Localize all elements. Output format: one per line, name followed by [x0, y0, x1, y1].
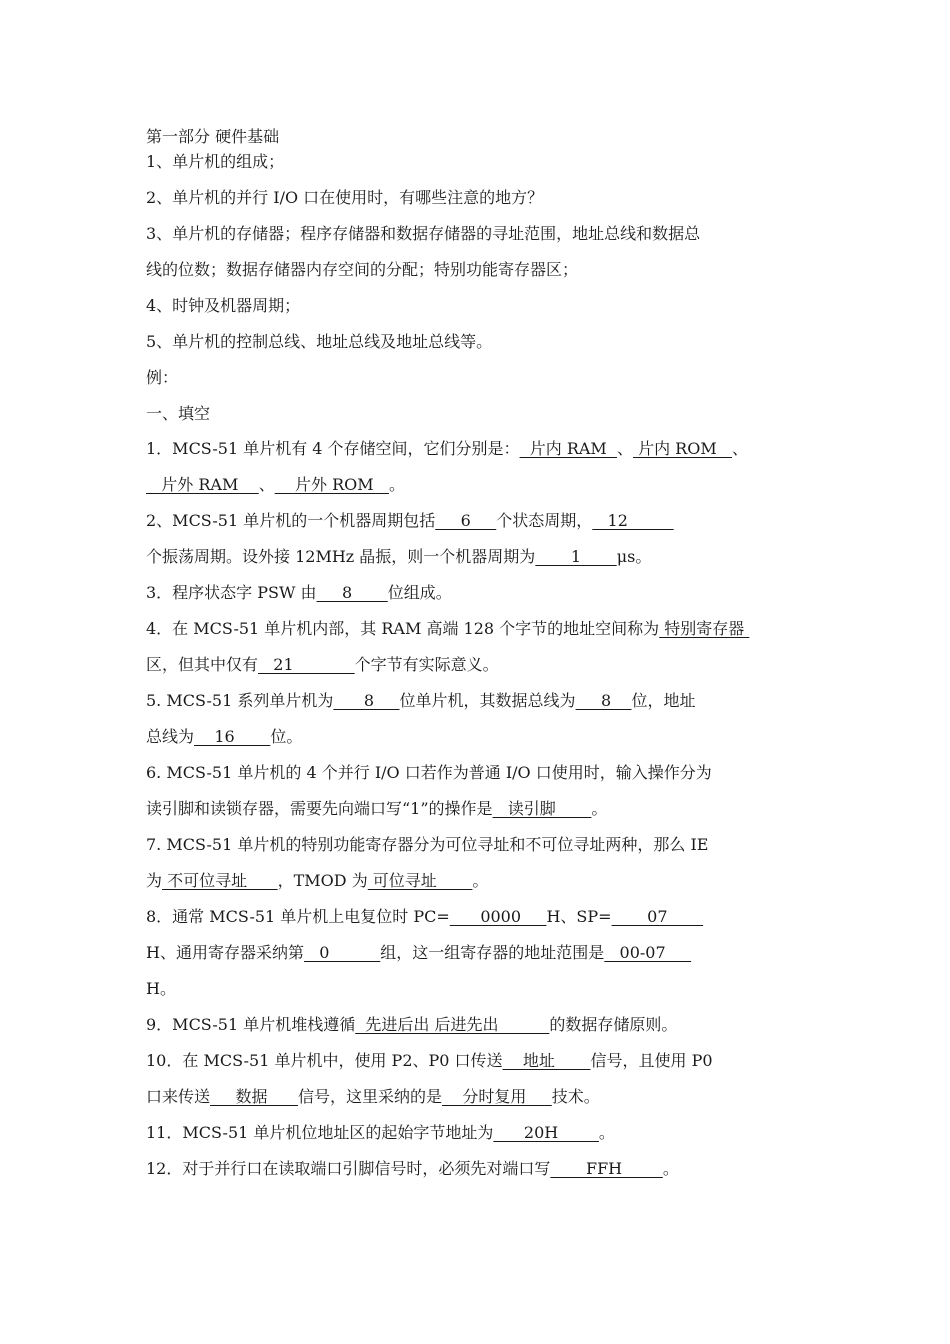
q1-sep-3: 、 — [258, 475, 275, 494]
q5-answer-2: 8 — [575, 691, 632, 710]
q2-answer-1: 6 — [435, 511, 497, 530]
q11-text: 11．MCS-51 单片机位地址区的起始字节地址为 — [146, 1123, 494, 1142]
q11-answer-1: 20H — [493, 1123, 599, 1142]
question-10-cont — [146, 1085, 600, 1109]
q1-answer-2: 片内 ROM — [633, 439, 732, 458]
q5-end: 位。 — [270, 727, 303, 746]
question-10 — [146, 1049, 713, 1073]
q12-end: 。 — [662, 1159, 679, 1178]
q2-end: μs。 — [616, 547, 652, 566]
q1-text: 1．MCS-51 单片机有 4 个存储空间，它们分别是： — [146, 439, 520, 458]
q1-end: 。 — [388, 475, 405, 494]
q6-text-2: 读引脚和读锁存器，需要先向端口写“1”的操作是 — [146, 799, 493, 818]
question-2-cont — [146, 545, 651, 569]
question-7-cont — [146, 869, 488, 893]
q2-answer-2: 12 — [592, 511, 674, 530]
q2-text-2: 个振荡周期。设外接 12MHz 晶振，则一个机器周期为 — [146, 547, 536, 566]
q8-text-2: H、通用寄存器采纳第 — [146, 943, 304, 962]
q5-answer-1: 8 — [333, 691, 400, 710]
q1-sep-2: 、 — [731, 439, 748, 458]
q1-answer-1: 片内 RAM — [519, 439, 617, 458]
q1-sep-1: 、 — [616, 439, 633, 458]
example-label: 例： — [146, 368, 179, 387]
q12-answer-1: FFH — [550, 1159, 663, 1178]
q10-answer-3: 分时复用 — [441, 1087, 552, 1106]
q8-mid: H、SP= — [546, 907, 612, 926]
q8-answer-2: 07 — [611, 907, 704, 926]
question-8-cont — [146, 941, 691, 965]
section-title: 第一部分 硬件基础 — [146, 127, 280, 146]
question-9 — [146, 1013, 677, 1037]
topic-4: 4、时钟及机器周期； — [146, 296, 301, 315]
q10-answer-1: 地址 — [502, 1051, 591, 1070]
q4-answer-1: 特别寄存器 — [659, 619, 750, 638]
question-6: 6. MCS-51 单片机的 4 个并行 I/O 口若作为普通 I/O 口使用时，输入操作分为 — [146, 763, 712, 782]
question-3 — [146, 581, 452, 605]
q3-text: 3．程序状态字 PSW 由 — [146, 583, 317, 602]
q6-end: 。 — [591, 799, 608, 818]
question-1 — [146, 437, 748, 461]
question-8-cont-2: H。 — [146, 979, 176, 998]
q8-text: 8．通常 MCS-51 单片机上电复位时 PC= — [146, 907, 450, 926]
q10-end: 技术。 — [551, 1087, 600, 1106]
question-5 — [146, 689, 696, 713]
q8-answer-3: 0 — [303, 943, 381, 962]
q10-mid: 信号，且使用 P0 — [590, 1051, 713, 1070]
q9-answer-1: 先进后出 后进先出 — [355, 1015, 550, 1034]
question-2 — [146, 509, 674, 533]
topic-2: 2、单片机的并行 I/O 口在使用时，有哪些注意的地方？ — [146, 188, 544, 207]
topic-3: 3、单片机的存储器；程序存储器和数据存储器的寻址范围，地址总线和数据总 — [146, 224, 701, 243]
q12-text: 12．对于并行口在读取端口引脚信号时，必须先对端口写 — [146, 1159, 551, 1178]
q5-mid: 位单片机，其数据总线为 — [399, 691, 576, 710]
fill-heading: 一、填空 — [146, 404, 211, 423]
q9-text: 9．MCS-51 单片机堆栈遵循 — [146, 1015, 356, 1034]
q2-mid: 个状态周期， — [496, 511, 593, 530]
question-12 — [146, 1157, 679, 1181]
q7-answer-1: 不可位寻址 — [162, 871, 278, 890]
q10-text-3: 信号，这里采纳的是 — [297, 1087, 442, 1106]
q5-text: 5. MCS-51 系列单片机为 — [146, 691, 334, 710]
topic-1: 1、单片机的组成； — [146, 152, 285, 171]
question-5-cont — [146, 725, 302, 749]
q4-text: 4．在 MCS-51 单片机内部，其 RAM 高端 128 个字节的地址空间称为 — [146, 619, 660, 638]
q3-end: 位组成。 — [387, 583, 452, 602]
q7-text-2: 为 — [146, 871, 163, 890]
q6-answer-1: 读引脚 — [492, 799, 592, 818]
q1-answer-4: 片外 ROM — [274, 475, 389, 494]
q8-answer-4: 00-07 — [604, 943, 692, 962]
q4-end: 个字节有实际意义。 — [354, 655, 499, 674]
q1-answer-3: 片外 RAM — [146, 475, 259, 494]
q11-end: 。 — [598, 1123, 615, 1142]
question-11 — [146, 1121, 615, 1145]
question-1-cont — [146, 473, 405, 497]
q4-answer-2: 21 — [258, 655, 355, 674]
q5-text-3: 总线为 — [146, 727, 195, 746]
q7-mid: ，TMOD 为 — [277, 871, 368, 890]
q5-answer-3: 16 — [194, 727, 271, 746]
q10-answer-2: 数据 — [210, 1087, 298, 1106]
question-7: 7. MCS-51 单片机的特别功能寄存器分为可位寻址和不可位寻址两种，那么 IE — [146, 835, 709, 854]
q10-text-2: 口来传送 — [146, 1087, 211, 1106]
q4-text-2: 区，但其中仅有 — [146, 655, 259, 674]
q5-text-2: 位，地址 — [631, 691, 696, 710]
question-4 — [146, 617, 749, 641]
topic-5: 5、单片机的控制总线、地址总线及地址总线等。 — [146, 332, 493, 351]
q2-text: 2、MCS-51 单片机的一个机器周期包括 — [146, 511, 436, 530]
question-4-cont — [146, 653, 499, 677]
q8-text-3: 组，这一组寄存器的地址范围是 — [380, 943, 605, 962]
q10-text: 10．在 MCS-51 单片机中，使用 P2、P0 口传送 — [146, 1051, 503, 1070]
question-8 — [146, 905, 703, 929]
q7-answer-2: 可位寻址 — [367, 871, 473, 890]
question-6-cont — [146, 797, 607, 821]
q7-end: 。 — [472, 871, 489, 890]
topic-3-cont: 线的位数；数据存储器内存空间的分配；特别功能寄存器区； — [146, 260, 579, 279]
q2-answer-3: 1 — [535, 547, 617, 566]
q3-answer-1: 8 — [316, 583, 388, 602]
q9-end: 的数据存储原则。 — [549, 1015, 678, 1034]
q8-answer-1: 0000 — [449, 907, 547, 926]
